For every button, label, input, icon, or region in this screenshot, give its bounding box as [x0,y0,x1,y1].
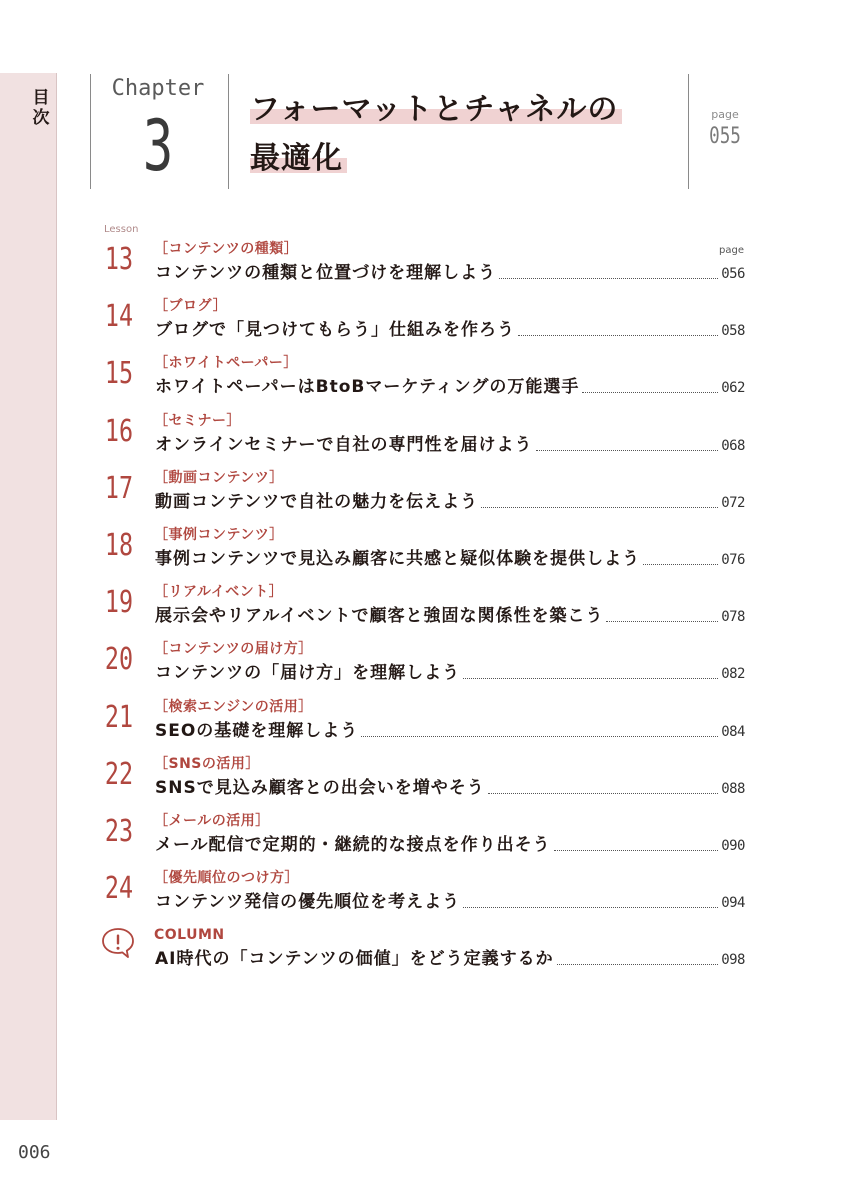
lesson-title: SEOの基礎を理解しよう [155,720,359,741]
chapter-page-number: 055 [709,124,741,149]
lesson-number: 14 [104,299,134,335]
dot-leader [463,677,718,679]
column-category: COLUMN [154,927,225,943]
dot-leader [557,963,719,965]
lesson-page: 078 [721,609,745,626]
lesson-label: Lesson [104,224,139,235]
dot-leader [582,391,718,393]
dot-leader [463,906,718,908]
dot-leader [481,506,718,508]
chapter-number: 3 [142,105,174,187]
column-row [155,947,745,971]
divider-left [90,74,91,189]
lesson-page: 090 [721,838,745,854]
lesson-category: ［優先順位のつけ方］ [154,870,299,887]
lesson-title: コンテンツの「届け方」を理解しよう [155,663,461,684]
lesson-page: 084 [721,723,745,740]
sidebar-label: 目次 [32,88,50,128]
dot-leader [536,449,719,451]
lesson-category: ［動画コンテンツ］ [154,469,284,486]
toc-entry[interactable] [0,354,846,411]
lesson-category: ［ブログ］ [154,298,228,315]
lesson-number: 16 [104,413,134,449]
chapter-page-label: page [711,108,739,121]
toc-entry[interactable] [0,755,846,812]
lesson-row [155,661,745,685]
dot-leader [361,735,718,737]
lesson-row [155,433,745,457]
toc-entry[interactable] [0,412,846,469]
lesson-number: 22 [104,756,134,792]
lesson-category: ［事例コンテンツ］ [154,527,284,543]
lesson-title: 動画コンテンツで自社の魅力を伝えよう [155,491,479,512]
lesson-category: ［コンテンツの種類］ [154,241,299,257]
lesson-title: ホワイトペーパーはBtoBマーケティングの万能選手 [155,377,580,398]
lesson-page: 076 [721,552,745,568]
lesson-row [155,490,745,514]
lesson-number: 15 [104,356,134,392]
lesson-page: 062 [721,380,745,397]
lesson-category: ［検索エンジンの活用］ [154,698,313,715]
lesson-row [155,719,745,743]
chapter-title-line2: 最適化 [250,139,347,179]
chapter-label: Chapter [111,76,205,101]
lesson-category: ［リアルイベント］ [154,584,284,601]
dot-leader [499,277,718,279]
lesson-number: 13 [104,242,134,277]
lesson-row [155,776,745,800]
lesson-title: メール配信で定期的・継続的な接点を作り出そう [155,835,551,855]
toc-page-label: page [719,245,744,256]
lesson-title: ブログで「見つけてもらう」仕組みを作ろう [155,320,515,341]
lesson-title: 事例コンテンツで見込み顧客に共感と疑似体験を提供しよう [155,549,641,569]
lesson-number: 18 [104,528,134,563]
lesson-category: ［SNSの活用］ [154,755,260,772]
lesson-title: オンラインセミナーで自社の専門性を届けよう [155,434,533,455]
toc-entry[interactable] [0,469,846,526]
toc-entry[interactable] [0,240,846,297]
toc-entry[interactable] [0,812,846,869]
toc-entry[interactable] [0,640,846,697]
lesson-page: 072 [721,494,745,511]
exclamation-speech-bubble-icon [100,926,136,960]
lesson-page: 058 [721,323,745,340]
divider-page [688,74,689,189]
toc-entry[interactable] [0,698,846,755]
lesson-category: ［セミナー］ [154,412,241,429]
lesson-title: コンテンツ発信の優先順位を考えよう [155,892,461,913]
dot-leader [518,334,718,336]
lesson-page: 056 [721,266,745,282]
dot-leader [554,849,719,851]
lesson-category: ［メールの活用］ [154,813,270,829]
lesson-row [155,604,745,628]
lesson-number: 24 [104,871,134,907]
chapter-title-line1: フォーマットとチャネルの [250,90,622,130]
divider-chapter [228,74,229,189]
lesson-row [155,261,745,285]
lesson-title: SNSで見込み顧客との出会いを増やそう [155,777,485,798]
toc-entry[interactable] [0,526,846,583]
toc-entry[interactable] [0,869,846,926]
lesson-number: 20 [104,642,134,678]
lesson-title: 展示会やリアルイベントで顧客と強固な関係性を築こう [155,606,604,627]
lesson-row [155,833,745,857]
column-page: 098 [721,952,745,968]
lesson-row [155,547,745,571]
dot-leader [488,792,718,794]
lesson-page: 068 [721,437,745,454]
lesson-title: コンテンツの種類と位置づけを理解しよう [155,263,497,283]
lesson-page: 088 [721,780,745,797]
lesson-page: 094 [721,895,745,912]
lesson-row [155,318,745,342]
page-number: 006 [18,1142,51,1163]
toc-entry[interactable] [0,297,846,354]
lesson-number: 21 [104,699,134,735]
lesson-number: 23 [104,814,134,849]
column-title: AI時代の「コンテンツの価値」をどう定義するか [155,949,554,969]
toc-entry[interactable] [0,583,846,640]
lesson-category: ［コンテンツの届け方］ [154,641,313,658]
lesson-row [155,890,745,914]
lesson-number: 17 [104,470,134,506]
dot-leader [643,563,718,565]
lesson-row [155,375,745,399]
lesson-category: ［ホワイトペーパー］ [154,355,298,372]
lesson-number: 19 [104,585,134,621]
dot-leader [606,620,718,622]
lesson-page: 082 [721,666,745,683]
